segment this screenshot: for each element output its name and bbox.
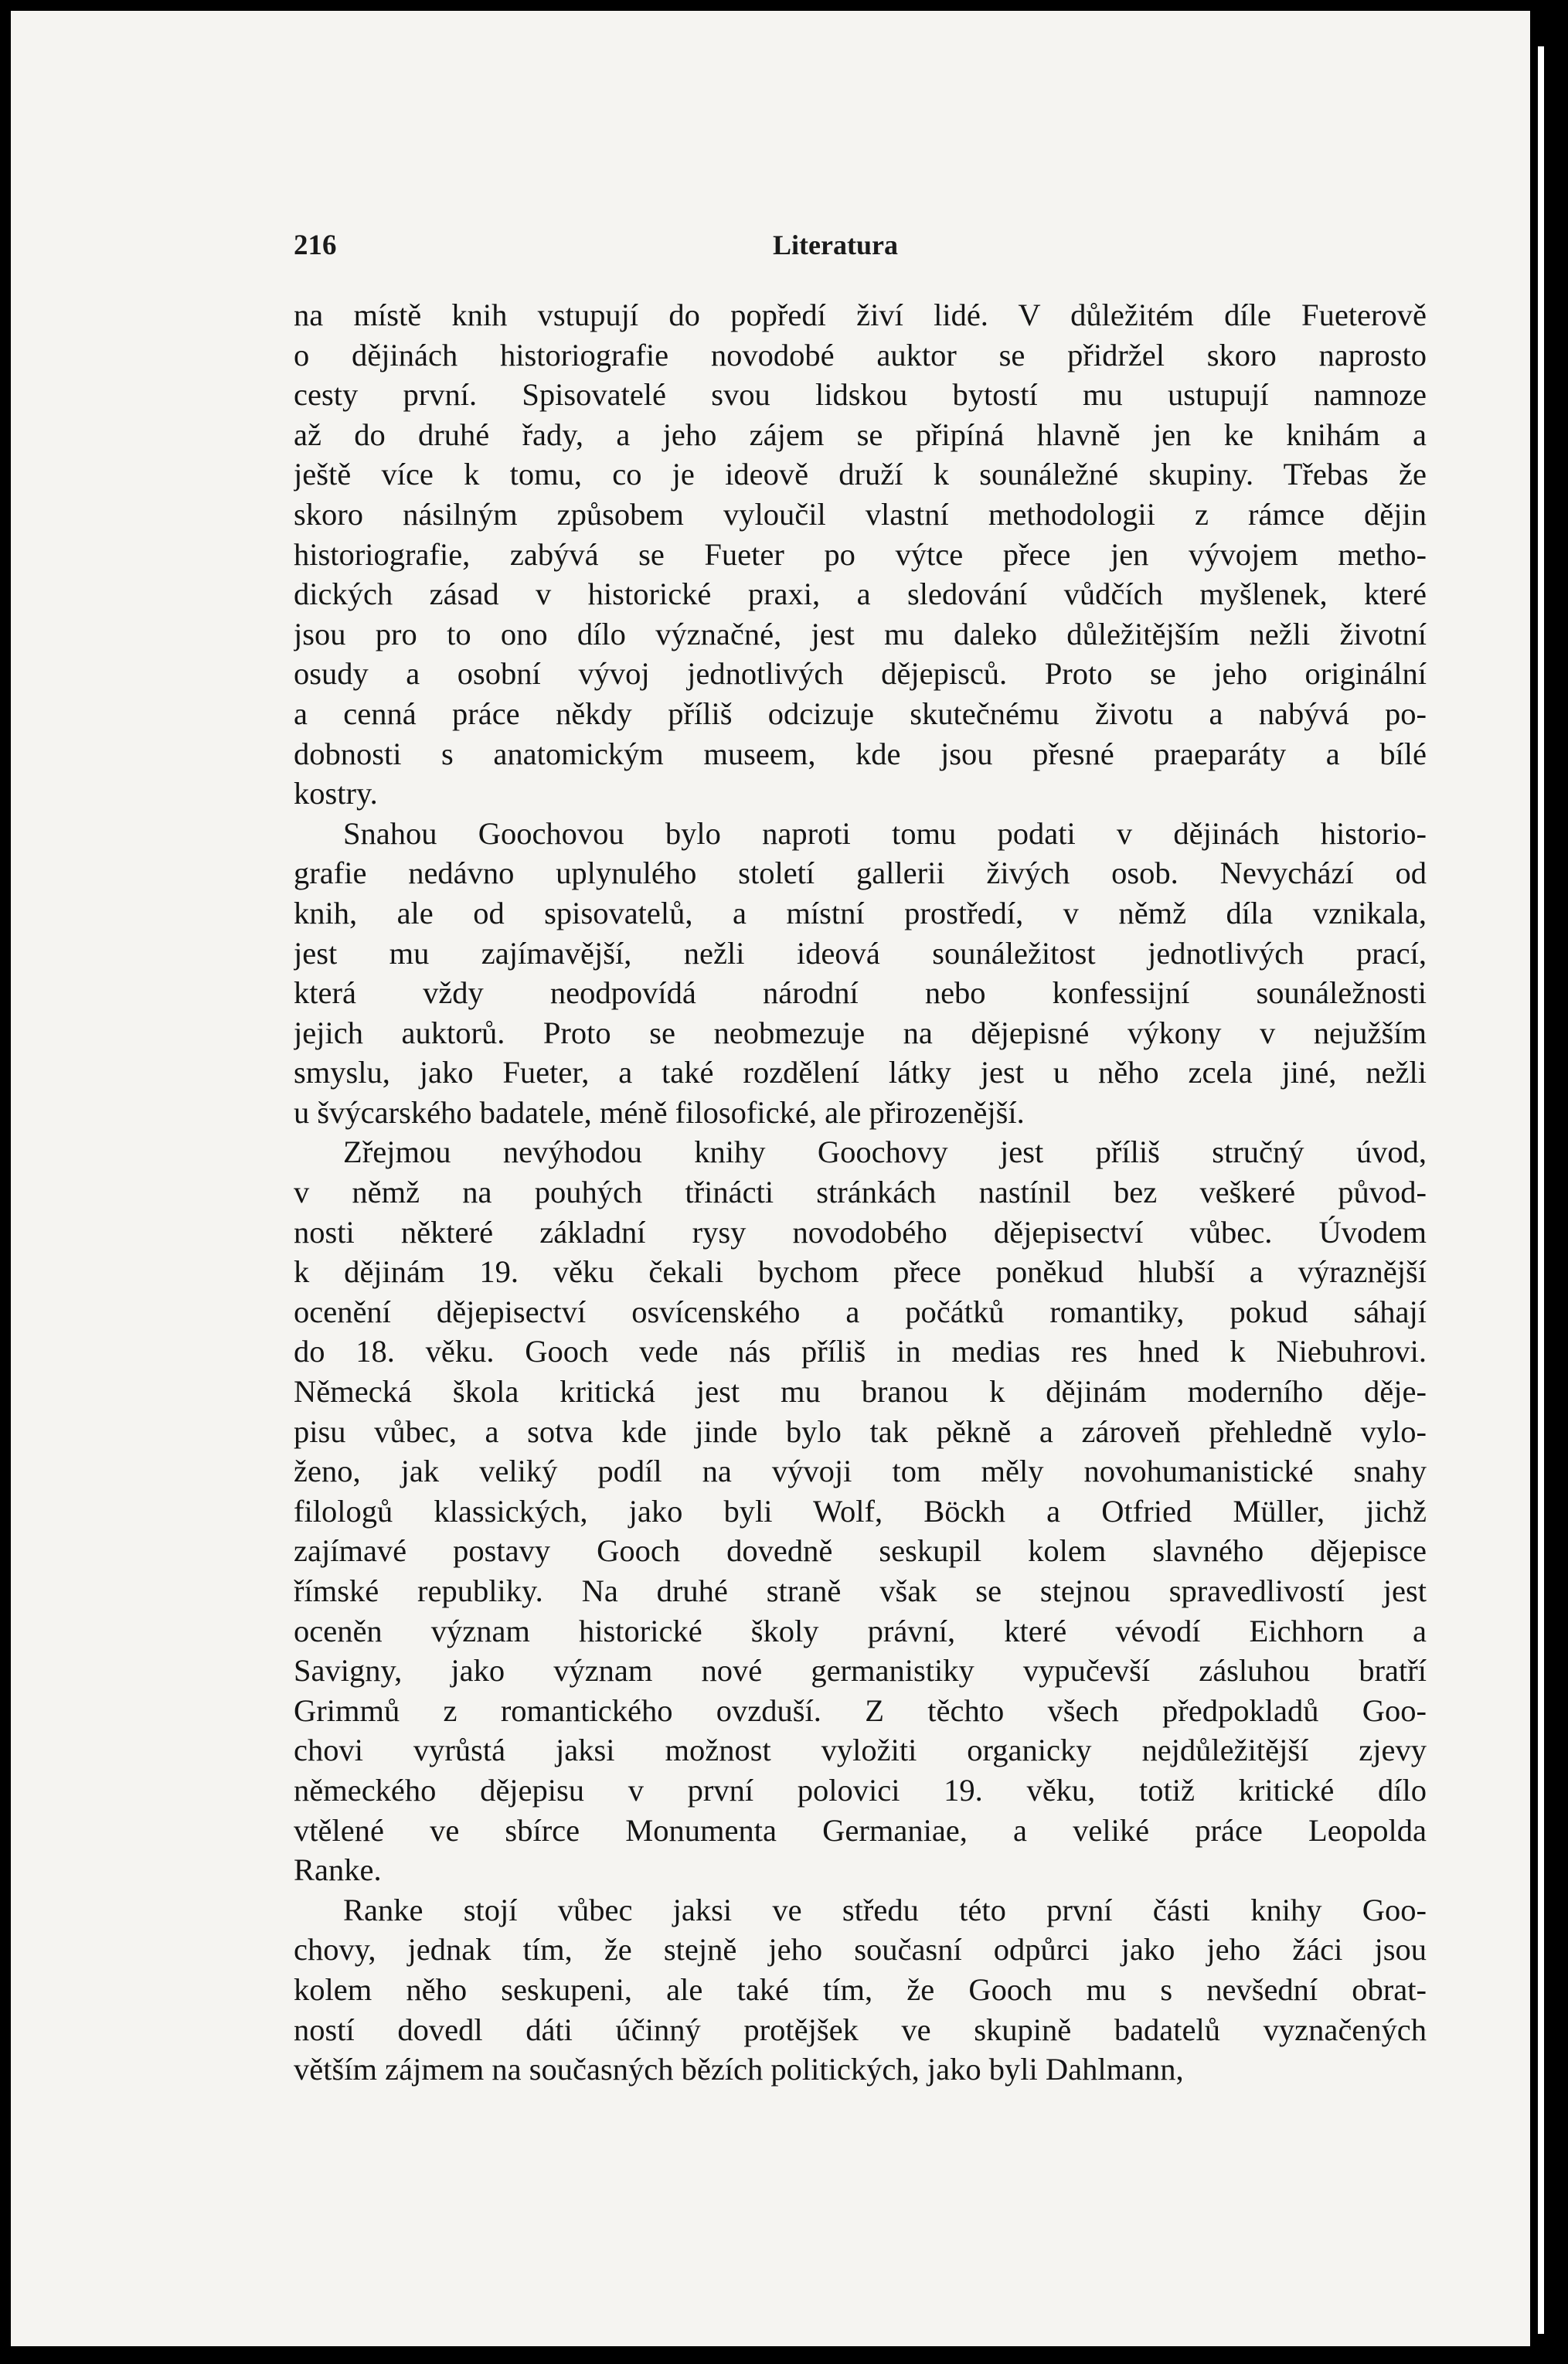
text-line: o dějinách historiografie novodobé auktor se přidržel skoro naprosto [294, 337, 1427, 372]
paragraph [294, 1132, 1427, 1889]
text-line: Německá škola kritická jest mu branou k dějinám moderního děje- [294, 1374, 1427, 1410]
text-line: skoro násilným způsobem vyloučil vlastní methodologii z rámce dějin [294, 496, 1427, 532]
text-line: chovi vyrůstá jaksi možnost vyložiti organicky nejdůležitější zjevy [294, 1733, 1427, 1768]
text-line: chovy, jednak tím, že stejně jeho současní odpůrci jako jeho žáci jsou [294, 1932, 1427, 1968]
text-line: osudy a osobní vývoj jednotlivých dějepisců. Proto se jeho originální [294, 656, 1427, 692]
text-line: historiografie, zabývá se Fueter po výtce přece jen vývojem metho- [294, 536, 1427, 572]
text-line: Zřejmou nevýhodou knihy Goochovy jest příliš stručný úvod, [343, 1134, 1427, 1170]
body-text [294, 295, 1427, 2090]
text-line: v němž na pouhých třinácti stránkách nastínil bez veškeré původ- [294, 1175, 1427, 1210]
text-line: filologů klassických, jako byli Wolf, Böckh a Otfried Müller, jichž [294, 1493, 1427, 1529]
text-line: do 18. věku. Gooch vede nás příliš in medias res hned k Niebuhrovi. [294, 1334, 1427, 1369]
running-head: Literatura [773, 230, 898, 260]
page-edge [1538, 46, 1544, 2334]
text-line: a cenná práce někdy příliš odcizuje skutečnému životu a nabývá po- [294, 696, 1427, 731]
text-line: jest mu zajímavější, nežli ideová sounáležitost jednotlivých prací, [294, 935, 1427, 971]
text-line: Savigny, jako význam nové germanistiky vypučevší zásluhou bratří [294, 1653, 1427, 1689]
text-line: Grimmů z romantického ovzduší. Z těchto všech předpokladů Goo- [294, 1692, 1427, 1728]
text-line: nosti některé základní rysy novodobého dějepisectví vůbec. Úvodem [294, 1214, 1427, 1250]
text-line: grafie nedávno uplynulého století gallerii živých osob. Nevychází od [294, 855, 1427, 891]
page-header [294, 229, 1427, 272]
text-line: římské republiky. Na druhé straně však se stejnou spravedlivostí jest [294, 1573, 1427, 1608]
text-line: ností dovedl dáti účinný protějšek ve skupině badatelů vyznačených [294, 2012, 1427, 2047]
text-line: kolem něho seskupeni, ale také tím, že Gooch mu s nevšední obrat- [294, 1971, 1427, 2007]
text-line: oceněn význam historické školy právní, které vévodí Eichhorn a [294, 1613, 1427, 1648]
text-line: dických zásad v historické praxi, a sledování vůdčích myšlenek, které [294, 577, 1427, 612]
text-line: Snahou Goochovou bylo naproti tomu podati v dějinách historio- [343, 815, 1427, 851]
text-line: knih, ale od spisovatelů, a místní prostředí, v němž díla vznikala, [294, 895, 1427, 930]
text-line: ještě více k tomu, co je ideově druží k sounáležné skupiny. Třebas že [294, 457, 1427, 492]
text-line: vtělené ve sbírce Monumenta Germaniae, a veliké práce Leopolda [294, 1812, 1427, 1848]
text-line: zajímavé postavy Gooch dovedně seskupil kolem slavného dějepisce [294, 1533, 1427, 1569]
text-line: německého dějepisu v první polovici 19. věku, totiž kritické dílo [294, 1772, 1427, 1808]
paragraph [294, 1890, 1427, 2090]
text-line: pisu vůbec, a sotva kde jinde bylo tak pěkně a zároveň přehledně vylo- [294, 1413, 1427, 1449]
text-line: větším zájmem na současných bězích politických, jako byli Dahlmann, [294, 2052, 1184, 2087]
text-line: k dějinám 19. věku čekali bychom přece poněkud hlubší a výraznější [294, 1254, 1427, 1290]
text-line: cesty první. Spisovatelé svou lidskou bytostí mu ustupují namnoze [294, 377, 1427, 413]
paragraph [294, 814, 1427, 1133]
page-number: 216 [294, 230, 337, 261]
text-line: u švýcarského badatele, méně filosofické, ale přirozenější. [294, 1094, 1025, 1130]
text-line: kostry. [294, 776, 378, 811]
text-line: ženo, jak veliký podíl na vývoji tom měly novohumanistické snahy [294, 1454, 1427, 1489]
text-line: Ranke stojí vůbec jaksi ve středu této první části knihy Goo- [343, 1892, 1427, 1927]
paragraph [294, 295, 1427, 814]
text-line: jsou pro to ono dílo význačné, jest mu daleko důležitějším nežli životní [294, 616, 1427, 651]
text-line: ocenění dějepisectví osvícenského a počátků romantiky, pokud sáhají [294, 1294, 1427, 1329]
text-line: na místě knih vstupují do popředí živí lidé. V důležitém díle Fueterově [294, 298, 1427, 332]
text-line: Ranke. [294, 1852, 382, 1888]
text-line: jejich auktorů. Proto se neobmezuje na dějepisné výkony v nejužším [294, 1015, 1427, 1050]
text-line: smyslu, jako Fueter, a také rozdělení látky jest u něho zcela jiné, nežli [294, 1055, 1427, 1090]
text-line: až do druhé řady, a jeho zájem se připíná hlavně jen ke knihám a [294, 417, 1427, 452]
text-line: která vždy neodpovídá národní nebo konfessijní sounáležnosti [294, 975, 1427, 1011]
text-line: dobnosti s anatomickým museem, kde jsou přesné praeparáty a bílé [294, 736, 1427, 771]
